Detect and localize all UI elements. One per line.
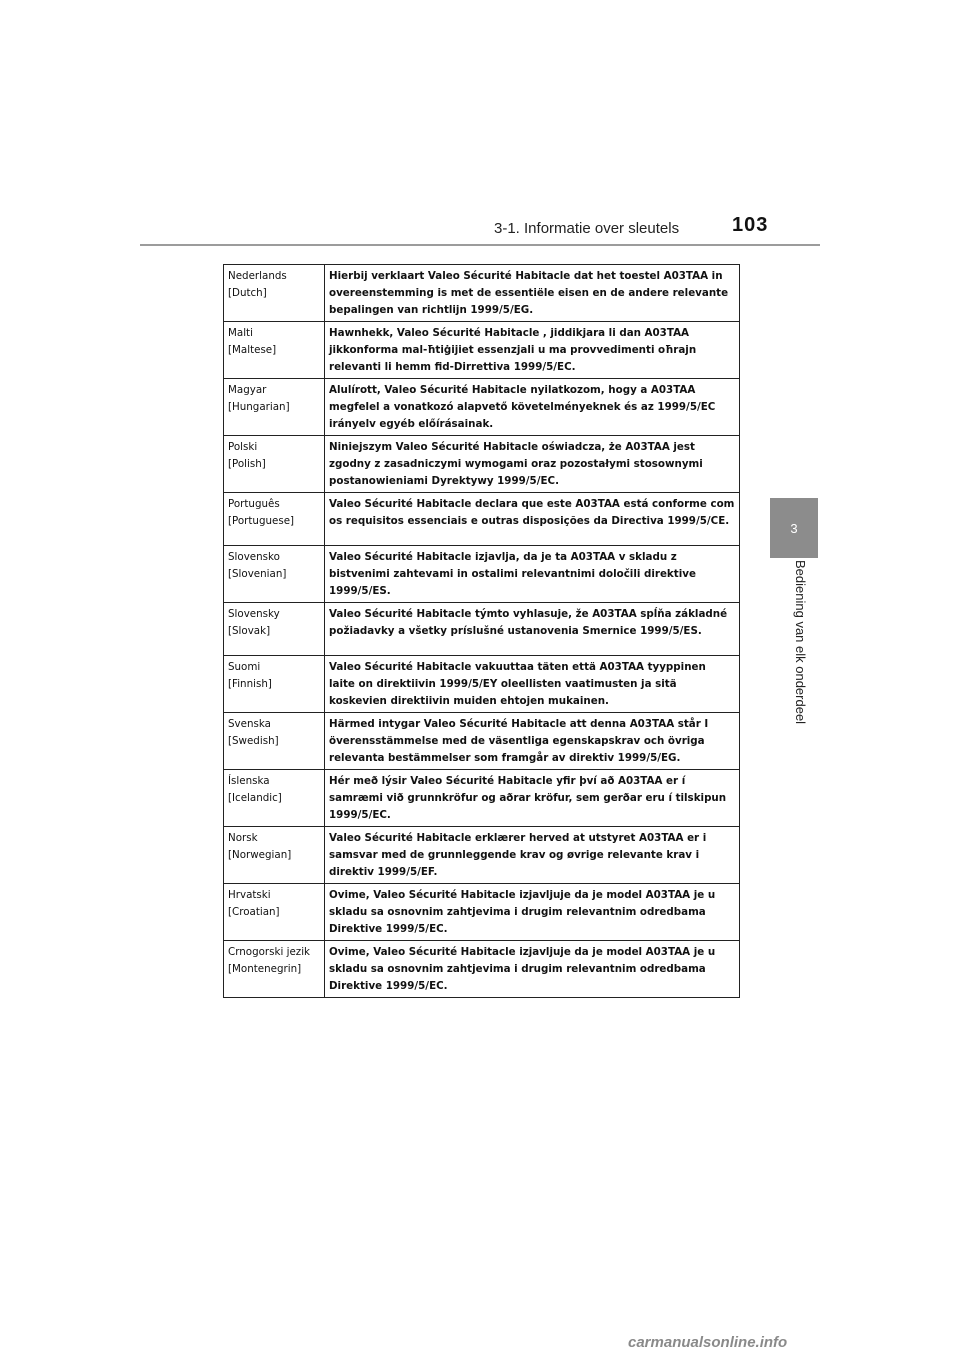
chapter-number: 3 <box>790 520 798 536</box>
declaration-text: Valeo Sécurité Habitacle erklærer herved at utstyret A03TAA er i samsvar med de grunnleggende krav og øvrige relevante krav i direktiv 1999/5/EF. <box>325 827 740 884</box>
language-cell <box>224 265 325 322</box>
table-row <box>224 713 740 770</box>
declaration-table <box>223 264 740 998</box>
table-row <box>224 546 740 603</box>
declaration-text: Ovime, Valeo Sécurité Habitacle izjavljuje da je model A03TAA je u skladu sa osnovnim zahtjevima i drugim relevantnim odredbama Direktive 1999/5/EC. <box>325 941 740 998</box>
language-name: Magyar <box>228 384 267 396</box>
declaration-text: Hawnhekk, Valeo Sécurité Habitacle , jiddikjara li dan A03TAA jikkonforma mal-ħtiġijiet essenzjali u ma provvedimenti oħrajn relevanti li hemm fid-Dirrettiva 1999/5/EC. <box>325 322 740 379</box>
table-row <box>224 884 740 941</box>
language-english: [Croatian] <box>228 906 280 918</box>
declaration-text: Hér með lýsir Valeo Sécurité Habitacle yfir því að A03TAA er í samræmi við grunnkröfur og aðrar kröfur, sem gerðar eru í tilskipun 1999/5/EC. <box>325 770 740 827</box>
language-cell <box>224 770 325 827</box>
language-english: [Slovak] <box>228 625 271 637</box>
language-name: Svenska <box>228 718 271 730</box>
language-cell <box>224 493 325 546</box>
table-row <box>224 770 740 827</box>
declaration-text: Härmed intygar Valeo Sécurité Habitacle att denna A03TAA står I överensstämmelse med de väsentliga egenskapskrav och övriga relevanta bestämmelser som framgår av direktiv 1999/5/EG. <box>325 713 740 770</box>
table-row <box>224 656 740 713</box>
language-name: Crnogorski jezik <box>228 946 311 958</box>
declaration-text: Ovime, Valeo Sécurité Habitacle izjavljuje da je model A03TAA je u skladu sa osnovnim zahtjevima i drugim relevantnim odredbama Direktive 1999/5/EC. <box>325 884 740 941</box>
language-name: Suomi <box>228 661 261 673</box>
language-english: [Polish] <box>228 458 266 470</box>
language-cell <box>224 827 325 884</box>
table-row <box>224 603 740 656</box>
language-cell <box>224 546 325 603</box>
language-name: Norsk <box>228 832 258 844</box>
chapter-label: Bediening van elk onderdeel <box>793 560 808 725</box>
language-name: Hrvatski <box>228 889 271 901</box>
language-english: [Finnish] <box>228 678 272 690</box>
language-english: [Norwegian] <box>228 849 292 861</box>
language-cell <box>224 436 325 493</box>
watermark-text: carmanualsonline.info <box>628 1334 788 1351</box>
chapter-tab <box>770 498 818 558</box>
declaration-text: Niniejszym Valeo Sécurité Habitacle oświadcza, że A03TAA jest zgodny z zasadniczymi wymogami oraz pozostałymi stosownymi postanowieniami Dyrektywy 1999/5/EC. <box>325 436 740 493</box>
declaration-text: Valeo Sécurité Habitacle týmto vyhlasuje, že A03TAA spĺňa základné požiadavky a všetky príslušné ustanovenia Smernice 1999/5/ES. <box>325 603 740 656</box>
language-name: Nederlands <box>228 270 287 282</box>
table-row <box>224 436 740 493</box>
language-name: Íslenska <box>228 775 270 787</box>
language-english: [Dutch] <box>228 287 267 299</box>
language-cell <box>224 379 325 436</box>
language-cell <box>224 322 325 379</box>
declaration-text: Hierbij verklaart Valeo Sécurité Habitacle dat het toestel A03TAA in overeenstemming is met de essentiële eisen en de andere relevante bepalingen van richtlijn 1999/5/EG. <box>325 265 740 322</box>
language-english: [Slovenian] <box>228 568 287 580</box>
table-row <box>224 827 740 884</box>
language-english: [Maltese] <box>228 344 277 356</box>
language-cell <box>224 603 325 656</box>
language-name: Polski <box>228 441 258 453</box>
declaration-text: Valeo Sécurité Habitacle declara que este A03TAA está conforme com os requisitos essenciais e outras disposições da Directiva 1999/5/CE. <box>325 493 740 546</box>
language-english: [Hungarian] <box>228 401 290 413</box>
language-cell <box>224 941 325 998</box>
declaration-text: Alulírott, Valeo Sécurité Habitacle nyilatkozom, hogy a A03TAA megfelel a vonatkozó alapvető követelményeknek és az 1999/5/EC irányelv egyéb előírásainak. <box>325 379 740 436</box>
language-name: Slovensky <box>228 608 280 620</box>
language-english: [Montenegrin] <box>228 963 302 975</box>
table-row <box>224 379 740 436</box>
section-title: 3-1. Informatie over sleutels <box>494 220 680 237</box>
declaration-text: Valeo Sécurité Habitacle vakuuttaa täten että A03TAA tyyppinen laite on direktiivin 1999/5/EY oleellisten vaatimusten ja sitä koskevien direktiivin muiden ehtojen mukainen. <box>325 656 740 713</box>
language-english: [Swedish] <box>228 735 279 747</box>
header-divider <box>140 244 820 246</box>
language-english: [Icelandic] <box>228 792 282 804</box>
language-cell <box>224 656 325 713</box>
language-name: Malti <box>228 327 253 339</box>
language-english: [Portuguese] <box>228 515 295 527</box>
table-row <box>224 941 740 998</box>
language-name: Português <box>228 498 280 510</box>
language-cell <box>224 713 325 770</box>
table-row <box>224 265 740 322</box>
table-row <box>224 322 740 379</box>
language-cell <box>224 884 325 941</box>
language-name: Slovensko <box>228 551 280 563</box>
declaration-text: Valeo Sécurité Habitacle izjavlja, da je ta A03TAA v skladu z bistvenimi zahtevami in ostalimi relevantnimi določili direktive 1999/5/ES. <box>325 546 740 603</box>
page-number: 103 <box>732 214 769 236</box>
table-row <box>224 493 740 546</box>
